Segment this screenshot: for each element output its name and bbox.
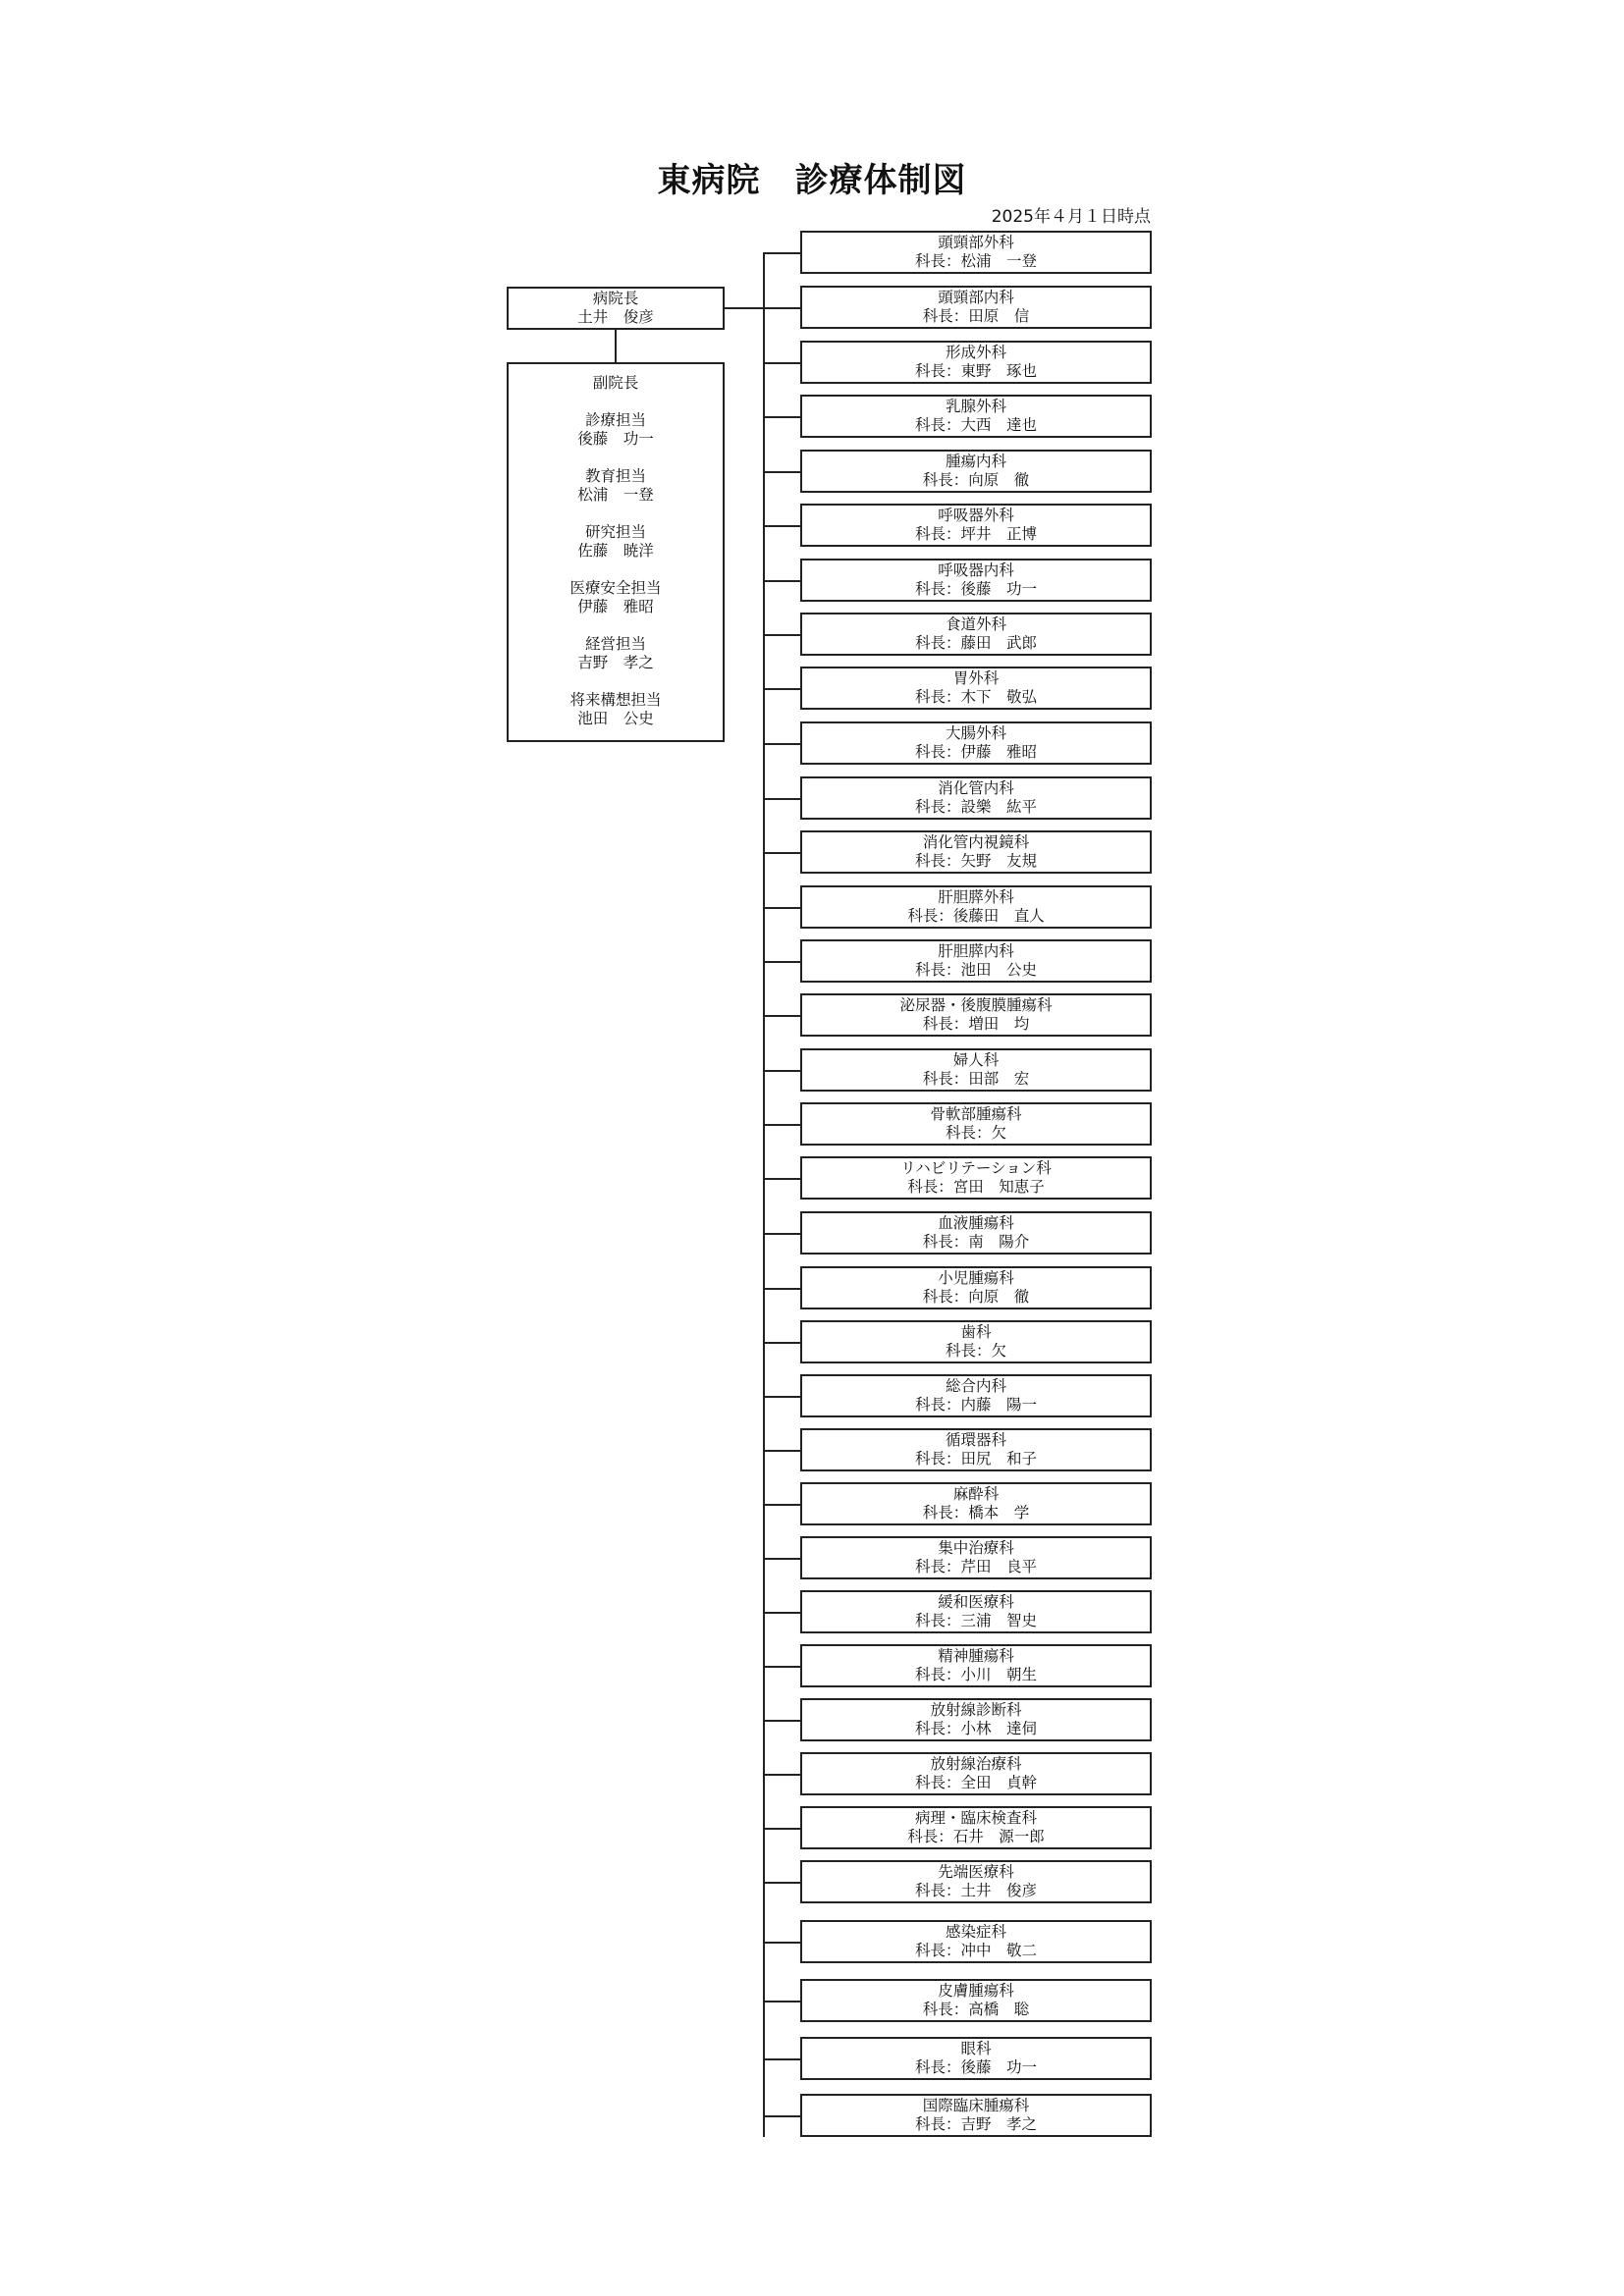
department-chief: 科長：後藤 功一 bbox=[914, 580, 1037, 598]
department-name: 呼吸器外科 bbox=[938, 507, 1014, 524]
vice-role-name: 吉野 孝之 bbox=[577, 654, 654, 671]
department-box bbox=[800, 1374, 1152, 1417]
department-name: 皮膚腫瘍科 bbox=[938, 1982, 1014, 2000]
department-box bbox=[800, 613, 1152, 656]
department-chief: 科長：後藤 功一 bbox=[914, 2058, 1037, 2076]
department-box bbox=[800, 1211, 1152, 1255]
vice-role-item bbox=[577, 635, 654, 672]
department-name: 肝胆膵内科 bbox=[938, 942, 1014, 960]
department-chief: 科長：伊藤 雅昭 bbox=[914, 743, 1037, 761]
department-name: 消化管内科 bbox=[938, 779, 1014, 797]
department-name: リハビリテーション科 bbox=[900, 1159, 1052, 1177]
vice-role-item bbox=[569, 691, 661, 728]
department-box bbox=[800, 341, 1152, 384]
department-box bbox=[800, 286, 1152, 329]
department-branch-connector bbox=[763, 1612, 800, 1614]
department-name: 感染症科 bbox=[945, 1923, 1006, 1941]
department-name: 循環器科 bbox=[945, 1431, 1006, 1449]
department-branch-connector bbox=[763, 1942, 800, 1944]
department-branch-connector bbox=[763, 1558, 800, 1560]
vice-role-name: 池田 公史 bbox=[577, 710, 654, 727]
department-box bbox=[800, 504, 1152, 547]
department-chief: 科長：宮田 知恵子 bbox=[907, 1178, 1045, 1196]
department-branch-connector bbox=[763, 961, 800, 963]
department-box bbox=[800, 939, 1152, 983]
department-branch-connector bbox=[763, 1720, 800, 1722]
department-branch-connector bbox=[763, 1504, 800, 1506]
vice-director-box bbox=[507, 362, 725, 742]
department-box bbox=[800, 1590, 1152, 1633]
vice-role-name: 佐藤 暁洋 bbox=[577, 542, 654, 560]
department-branch-connector bbox=[763, 1882, 800, 1884]
department-box bbox=[800, 1266, 1152, 1309]
department-branch-connector bbox=[763, 471, 800, 473]
department-box bbox=[800, 2094, 1152, 2137]
department-chief: 科長：南 陽介 bbox=[922, 1233, 1030, 1251]
department-branch-connector bbox=[763, 1342, 800, 1344]
department-box bbox=[800, 1979, 1152, 2022]
vice-role-item bbox=[577, 411, 654, 449]
department-trunk-line bbox=[763, 252, 765, 2137]
department-branch-connector bbox=[763, 252, 800, 254]
department-box bbox=[800, 395, 1152, 438]
department-box bbox=[800, 231, 1152, 274]
department-chief: 科長：石井 源一郎 bbox=[907, 1828, 1045, 1845]
page-title: 東病院 診療体制図 bbox=[657, 161, 967, 200]
vice-role-label: 経営担当 bbox=[584, 635, 646, 653]
department-box bbox=[800, 885, 1152, 929]
department-name: 呼吸器内科 bbox=[938, 561, 1014, 579]
department-name: 乳腺外科 bbox=[945, 398, 1006, 415]
department-box bbox=[800, 559, 1152, 602]
department-name: 血液腫瘍科 bbox=[938, 1214, 1014, 1232]
department-chief: 科長：高橋 聡 bbox=[922, 2001, 1030, 2018]
department-chief: 科長：土井 俊彦 bbox=[914, 1882, 1037, 1899]
department-chief: 科長：田原 信 bbox=[922, 307, 1030, 325]
department-branch-connector bbox=[763, 634, 800, 636]
department-chief: 科長：坪井 正博 bbox=[914, 525, 1037, 543]
director-name: 土井 俊彦 bbox=[577, 308, 654, 326]
department-chief: 科長：芹田 良平 bbox=[914, 1558, 1037, 1575]
department-name: 歯科 bbox=[960, 1323, 992, 1341]
as-of-date: 2025年４月１日時点 bbox=[991, 207, 1151, 227]
department-name: 大腸外科 bbox=[945, 724, 1006, 742]
department-name: 麻酔科 bbox=[952, 1485, 1000, 1503]
department-box bbox=[800, 1536, 1152, 1579]
department-chief: 科長：木下 敬弘 bbox=[914, 688, 1037, 706]
department-box bbox=[800, 1644, 1152, 1687]
vice-role-label: 将来構想担当 bbox=[569, 691, 662, 709]
department-branch-connector bbox=[763, 1288, 800, 1290]
department-name: 集中治療科 bbox=[938, 1539, 1014, 1557]
department-branch-connector bbox=[763, 907, 800, 909]
vice-role-item bbox=[569, 579, 661, 616]
department-branch-connector bbox=[763, 1178, 800, 1180]
department-chief: 科長：松浦 一登 bbox=[914, 252, 1037, 270]
director-title: 病院長 bbox=[592, 290, 639, 307]
department-chief: 科長：小林 達伺 bbox=[914, 1720, 1037, 1737]
vice-role-name: 後藤 功一 bbox=[577, 430, 654, 448]
department-box bbox=[800, 450, 1152, 493]
department-branch-connector bbox=[763, 688, 800, 690]
department-name: 泌尿器・後腹膜腫瘍科 bbox=[899, 996, 1053, 1014]
vice-role-label: 教育担当 bbox=[584, 467, 646, 485]
vice-role-item bbox=[577, 467, 654, 505]
vice-role-name: 伊藤 雅昭 bbox=[577, 598, 654, 615]
department-branch-connector bbox=[763, 1070, 800, 1072]
department-box bbox=[800, 776, 1152, 820]
department-name: 頭頸部内科 bbox=[938, 289, 1014, 306]
vice-role-label: 医療安全担当 bbox=[569, 579, 662, 597]
department-name: 病理・臨床検査科 bbox=[914, 1809, 1037, 1827]
department-box bbox=[800, 993, 1152, 1037]
vice-role-label: 診療担当 bbox=[584, 411, 646, 429]
department-branch-connector bbox=[763, 1774, 800, 1776]
department-chief: 科長：東野 琢也 bbox=[914, 362, 1037, 380]
department-box bbox=[800, 1698, 1152, 1741]
department-chief: 科長：向原 徹 bbox=[922, 471, 1030, 489]
department-branch-connector bbox=[763, 852, 800, 854]
department-chief: 科長：矢野 友規 bbox=[914, 852, 1037, 870]
department-branch-connector bbox=[763, 362, 800, 364]
department-branch-connector bbox=[763, 2115, 800, 2117]
department-chief: 科長：欠 bbox=[945, 1124, 1006, 1142]
department-chief: 科長：全田 貞幹 bbox=[914, 1774, 1037, 1791]
department-branch-connector bbox=[763, 1233, 800, 1235]
department-branch-connector bbox=[763, 1396, 800, 1398]
department-box bbox=[800, 721, 1152, 765]
department-branch-connector bbox=[763, 743, 800, 745]
department-box bbox=[800, 1860, 1152, 1903]
department-chief: 科長：冲中 敬二 bbox=[914, 1942, 1037, 1959]
department-box bbox=[800, 1752, 1152, 1795]
department-name: 放射線治療科 bbox=[930, 1755, 1022, 1773]
department-chief: 科長：小川 朝生 bbox=[914, 1666, 1037, 1683]
department-chief: 科長：欠 bbox=[945, 1342, 1006, 1360]
department-branch-connector bbox=[763, 1015, 800, 1017]
department-box bbox=[800, 830, 1152, 874]
department-box bbox=[800, 1320, 1152, 1363]
department-name: 精神腫瘍科 bbox=[938, 1647, 1014, 1665]
department-box bbox=[800, 1428, 1152, 1471]
department-branch-connector bbox=[763, 1828, 800, 1830]
department-branch-connector bbox=[763, 580, 800, 582]
department-chief: 科長：後藤田 直人 bbox=[907, 907, 1045, 925]
department-chief: 科長：橋本 学 bbox=[922, 1504, 1030, 1522]
department-name: 放射線診断科 bbox=[930, 1701, 1022, 1719]
department-branch-connector bbox=[763, 525, 800, 527]
department-name: 食道外科 bbox=[945, 615, 1006, 633]
department-chief: 科長：向原 徹 bbox=[922, 1288, 1030, 1306]
department-name: 頭頸部外科 bbox=[938, 234, 1014, 251]
department-name: 腫瘍内科 bbox=[945, 453, 1006, 470]
director-box bbox=[507, 287, 725, 330]
department-name: 先端医療科 bbox=[938, 1863, 1014, 1881]
department-chief: 科長：藤田 武郎 bbox=[914, 634, 1037, 652]
department-box bbox=[800, 1156, 1152, 1200]
department-chief: 科長：田部 宏 bbox=[922, 1070, 1030, 1088]
vice-role-name: 松浦 一登 bbox=[577, 486, 654, 504]
department-branch-connector bbox=[763, 307, 800, 309]
department-name: 婦人科 bbox=[952, 1051, 1000, 1069]
vice-title: 副院長 bbox=[592, 374, 639, 392]
department-chief: 科長：三浦 智史 bbox=[914, 1612, 1037, 1629]
department-name: 形成外科 bbox=[945, 344, 1006, 361]
director-vice-connector bbox=[615, 330, 617, 362]
department-name: 肝胆膵外科 bbox=[938, 888, 1014, 906]
department-chief: 科長：設樂 紘平 bbox=[914, 798, 1037, 816]
department-chief: 科長：大西 達也 bbox=[914, 416, 1037, 434]
department-branch-connector bbox=[763, 2001, 800, 2002]
department-chief: 科長：増田 均 bbox=[922, 1015, 1030, 1033]
department-branch-connector bbox=[763, 416, 800, 418]
department-chief: 科長：田尻 和子 bbox=[914, 1450, 1037, 1468]
department-box bbox=[800, 1102, 1152, 1146]
department-chief: 科長：内藤 陽一 bbox=[914, 1396, 1037, 1414]
department-box bbox=[800, 667, 1152, 710]
department-name: 消化管内視鏡科 bbox=[922, 833, 1030, 851]
department-box bbox=[800, 1482, 1152, 1525]
department-name: 小児腫瘍科 bbox=[938, 1269, 1014, 1287]
department-box bbox=[800, 1806, 1152, 1849]
department-box bbox=[800, 2037, 1152, 2080]
department-branch-connector bbox=[763, 798, 800, 800]
vice-role-item bbox=[577, 523, 654, 561]
department-name: 骨軟部腫瘍科 bbox=[930, 1105, 1022, 1123]
department-branch-connector bbox=[763, 1666, 800, 1668]
department-name: 眼科 bbox=[960, 2040, 992, 2057]
department-box bbox=[800, 1048, 1152, 1092]
director-trunk-connector bbox=[725, 307, 764, 309]
department-name: 総合内科 bbox=[945, 1377, 1006, 1395]
department-branch-connector bbox=[763, 1450, 800, 1452]
department-box bbox=[800, 1920, 1152, 1963]
department-name: 緩和医療科 bbox=[938, 1593, 1014, 1611]
department-chief: 科長：吉野 孝之 bbox=[914, 2115, 1037, 2133]
department-branch-connector bbox=[763, 2058, 800, 2060]
vice-role-label: 研究担当 bbox=[584, 523, 646, 541]
department-name: 胃外科 bbox=[952, 669, 1000, 687]
department-name: 国際臨床腫瘍科 bbox=[922, 2097, 1030, 2114]
department-chief: 科長：池田 公史 bbox=[914, 961, 1037, 979]
department-branch-connector bbox=[763, 1124, 800, 1126]
